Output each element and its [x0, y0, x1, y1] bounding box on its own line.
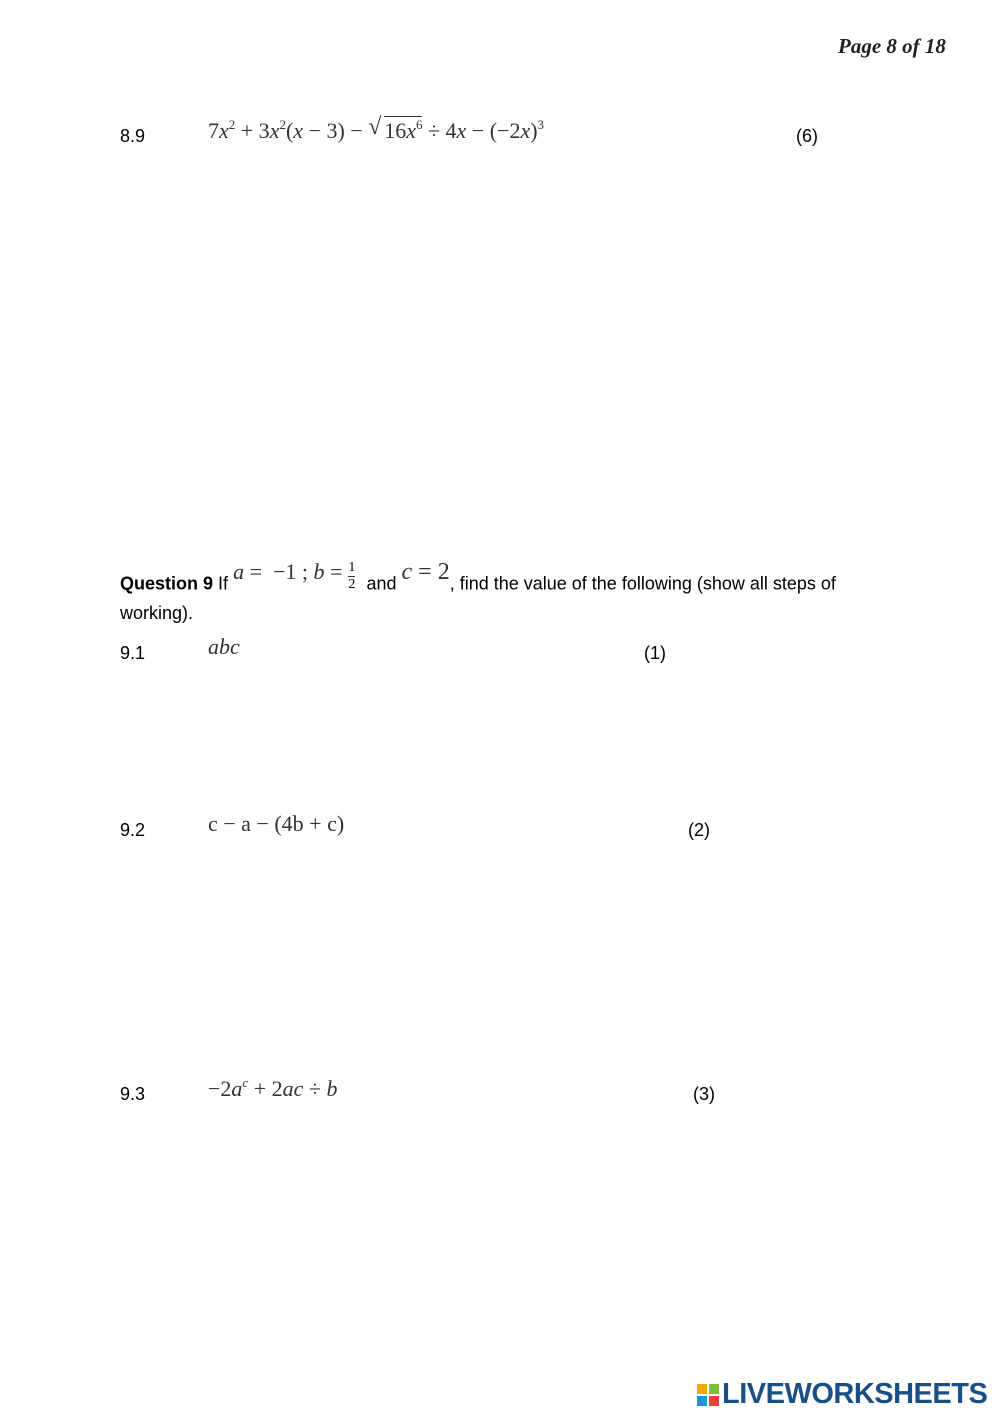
question-9-intro — [120, 559, 880, 626]
a-definition: a = −1 ; b = — [233, 559, 343, 585]
question-9-rest: , find the value of the following (show all steps of working). — [120, 573, 836, 623]
question-number-8-9: 8.9 — [120, 126, 146, 146]
page-number: Page 8 of 18 — [838, 34, 946, 58]
expression-8-9: $7x^2 + 3x^2(x - 3)$ − √ $16x^6 \div 4x - (-2x)^3$ — [208, 114, 545, 143]
b-fraction — [348, 560, 355, 593]
logo-square-3 — [697, 1396, 707, 1406]
expression-9-1: abc — [208, 634, 240, 659]
b-denominator: 2 — [348, 577, 356, 592]
question-9-title: Question 9 — [120, 573, 214, 594]
expression-9-3: $-2a^c + 2ac \div b$ — [208, 1075, 338, 1101]
question-9-and: and — [366, 573, 397, 594]
logo-text: LIVEWORKSHEETS — [722, 1378, 988, 1410]
question-number-9-3: 9.3 — [120, 1084, 146, 1104]
question-number-9-2: 9.2 — [120, 820, 146, 840]
marks-9-2: (2) — [688, 820, 710, 840]
logo-square-4 — [709, 1396, 719, 1406]
marks-9-3: (3) — [693, 1084, 715, 1104]
b-numerator: 1 — [348, 560, 356, 575]
liveworksheets-logo[interactable] — [697, 1378, 987, 1411]
logo-grid-icon — [697, 1384, 719, 1406]
marks-8-9: (6) — [796, 126, 818, 146]
question-9-if: If — [218, 573, 229, 594]
marks-9-1: (1) — [644, 643, 666, 663]
expression-9-2: c − a − (4b + c) — [208, 811, 345, 836]
logo-square-1 — [697, 1384, 707, 1394]
question-number-9-1: 9.1 — [120, 643, 146, 663]
c-definition: c = 2 — [401, 559, 450, 586]
logo-square-2 — [709, 1384, 719, 1394]
